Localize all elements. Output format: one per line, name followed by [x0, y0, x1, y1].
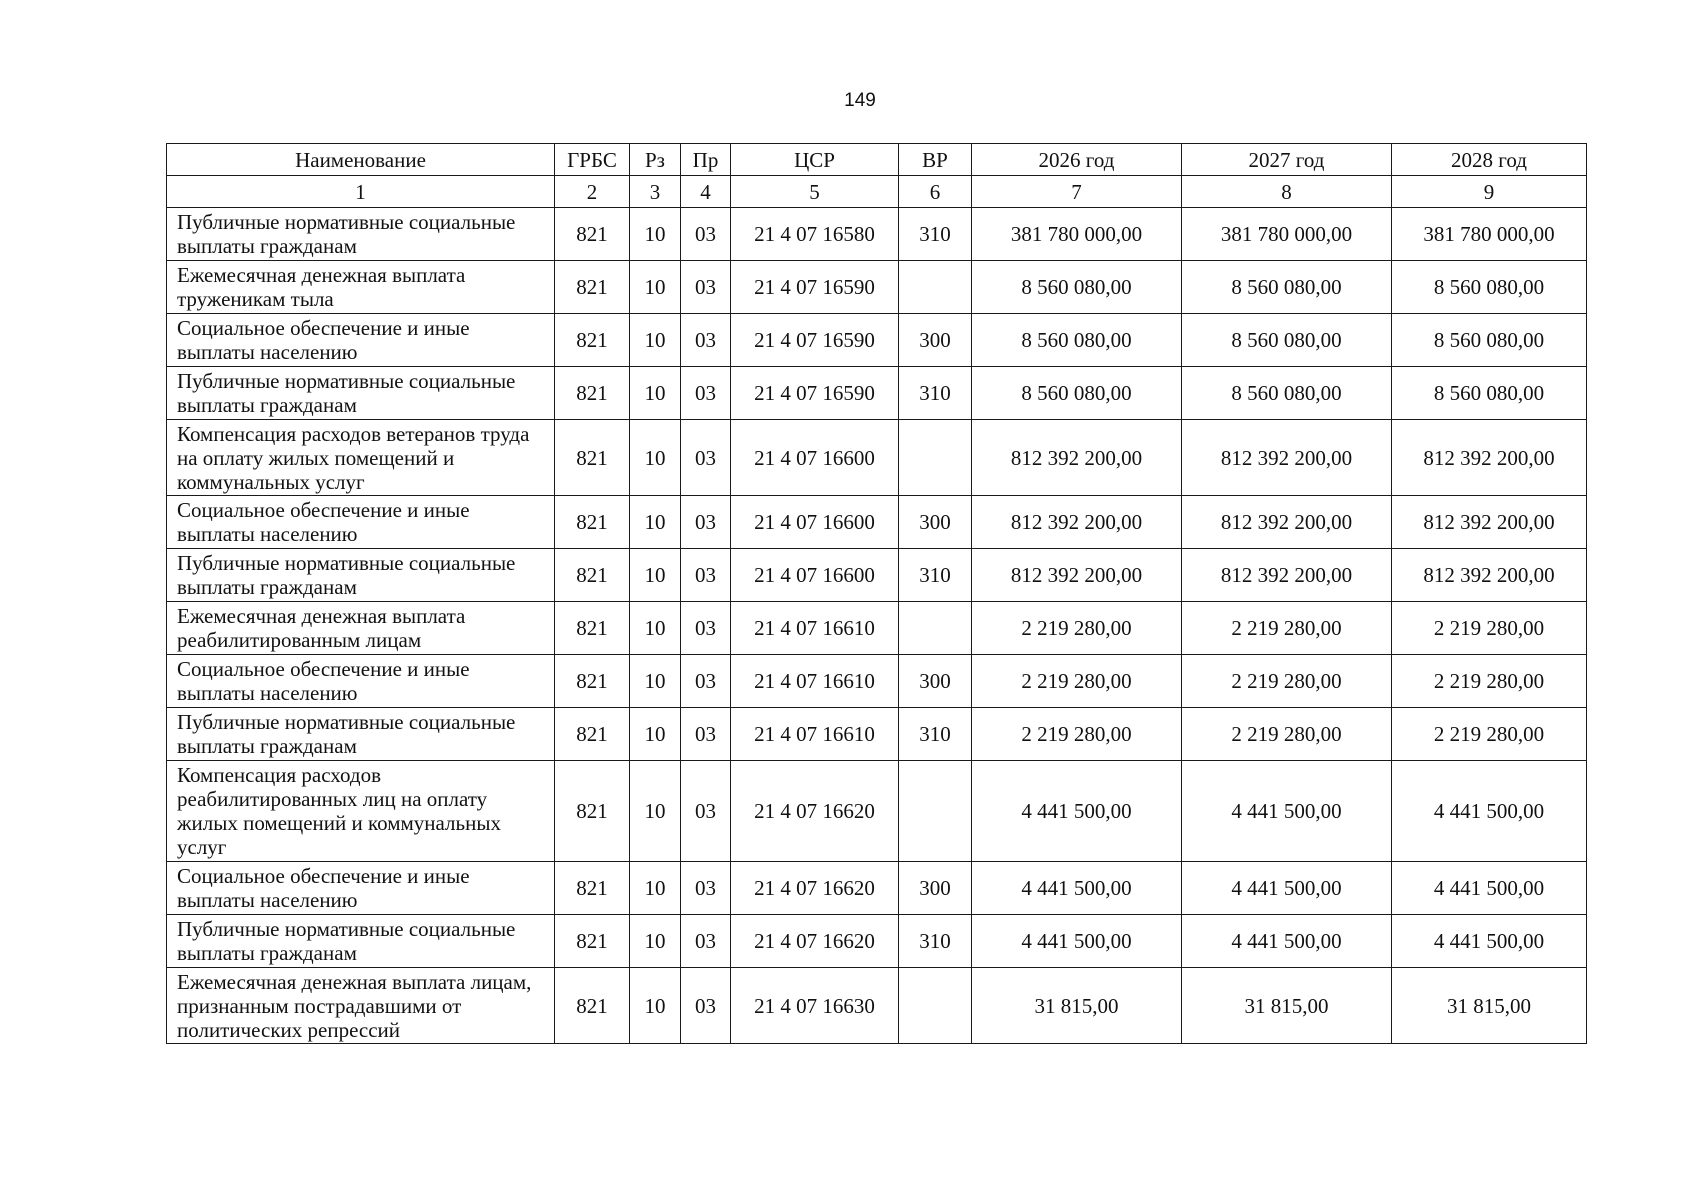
- row-amount-2028: 8 560 080,00: [1392, 367, 1587, 420]
- row-rz: 10: [630, 496, 681, 549]
- table-row: [167, 314, 1587, 367]
- row-amount-2028: 4 441 500,00: [1392, 862, 1587, 915]
- row-amount-2028: 381 780 000,00: [1392, 208, 1587, 261]
- row-rz: 10: [630, 549, 681, 602]
- row-rz: 10: [630, 655, 681, 708]
- row-pr: 03: [681, 496, 731, 549]
- row-amount-2028: 2 219 280,00: [1392, 655, 1587, 708]
- header-grbs: ГРБС: [555, 144, 630, 176]
- row-amount-2026: 812 392 200,00: [972, 549, 1182, 602]
- row-csr: 21 4 07 16610: [731, 655, 899, 708]
- row-grbs: 821: [555, 708, 630, 761]
- row-pr: 03: [681, 862, 731, 915]
- header-2028: 2028 год: [1392, 144, 1587, 176]
- row-rz: 10: [630, 761, 681, 862]
- row-amount-2028: 31 815,00: [1392, 968, 1587, 1044]
- row-grbs: 821: [555, 761, 630, 862]
- row-amount-2027: 812 392 200,00: [1182, 496, 1392, 549]
- row-amount-2027: 2 219 280,00: [1182, 655, 1392, 708]
- row-pr: 03: [681, 602, 731, 655]
- row-pr: 03: [681, 655, 731, 708]
- row-amount-2028: 812 392 200,00: [1392, 549, 1587, 602]
- row-amount-2027: 8 560 080,00: [1182, 261, 1392, 314]
- table-row: [167, 862, 1587, 915]
- row-vr: [899, 602, 972, 655]
- header-2026: 2026 год: [972, 144, 1182, 176]
- table-row: [167, 761, 1587, 862]
- column-number: 3: [630, 176, 681, 208]
- row-amount-2028: 4 441 500,00: [1392, 915, 1587, 968]
- header-vr: ВР: [899, 144, 972, 176]
- row-amount-2026: 2 219 280,00: [972, 602, 1182, 655]
- row-amount-2026: 31 815,00: [972, 968, 1182, 1044]
- row-name: Компенсация расходов ветеранов труда на оплату жилых помещений и коммунальных услуг: [167, 420, 555, 496]
- table-row: [167, 420, 1587, 496]
- row-csr: 21 4 07 16620: [731, 862, 899, 915]
- column-number-row: [167, 176, 1587, 208]
- row-pr: 03: [681, 420, 731, 496]
- row-amount-2028: 812 392 200,00: [1392, 420, 1587, 496]
- row-name: Социальное обеспечение и иные выплаты населению: [167, 496, 555, 549]
- row-csr: 21 4 07 16590: [731, 314, 899, 367]
- column-number: 2: [555, 176, 630, 208]
- row-vr: [899, 261, 972, 314]
- table-row: [167, 915, 1587, 968]
- row-rz: 10: [630, 208, 681, 261]
- row-vr: [899, 420, 972, 496]
- row-csr: 21 4 07 16600: [731, 549, 899, 602]
- row-grbs: 821: [555, 549, 630, 602]
- row-amount-2027: 2 219 280,00: [1182, 602, 1392, 655]
- row-grbs: 821: [555, 496, 630, 549]
- table-row: [167, 367, 1587, 420]
- row-amount-2026: 4 441 500,00: [972, 915, 1182, 968]
- row-vr: 310: [899, 367, 972, 420]
- row-amount-2028: 8 560 080,00: [1392, 261, 1587, 314]
- row-amount-2026: 8 560 080,00: [972, 314, 1182, 367]
- row-csr: 21 4 07 16600: [731, 420, 899, 496]
- row-grbs: 821: [555, 208, 630, 261]
- row-csr: 21 4 07 16630: [731, 968, 899, 1044]
- row-name: Ежемесячная денежная выплата лицам, признанным пострадавшими от политических репрессий: [167, 968, 555, 1044]
- row-vr: 310: [899, 549, 972, 602]
- column-number: 9: [1392, 176, 1587, 208]
- row-csr: 21 4 07 16590: [731, 261, 899, 314]
- row-amount-2027: 8 560 080,00: [1182, 314, 1392, 367]
- row-amount-2026: 812 392 200,00: [972, 496, 1182, 549]
- row-pr: 03: [681, 314, 731, 367]
- row-name: Публичные нормативные социальные выплаты гражданам: [167, 708, 555, 761]
- header-rz: Рз: [630, 144, 681, 176]
- row-amount-2028: 2 219 280,00: [1392, 602, 1587, 655]
- header-csr: ЦСР: [731, 144, 899, 176]
- row-amount-2027: 812 392 200,00: [1182, 420, 1392, 496]
- row-rz: 10: [630, 915, 681, 968]
- row-amount-2027: 381 780 000,00: [1182, 208, 1392, 261]
- table-row: [167, 496, 1587, 549]
- row-name: Публичные нормативные социальные выплаты гражданам: [167, 915, 555, 968]
- row-amount-2027: 31 815,00: [1182, 968, 1392, 1044]
- row-csr: 21 4 07 16580: [731, 208, 899, 261]
- header-row: [167, 144, 1587, 176]
- row-vr: [899, 968, 972, 1044]
- row-rz: 10: [630, 708, 681, 761]
- row-grbs: 821: [555, 367, 630, 420]
- row-pr: 03: [681, 208, 731, 261]
- row-amount-2028: 812 392 200,00: [1392, 496, 1587, 549]
- row-name: Публичные нормативные социальные выплаты гражданам: [167, 367, 555, 420]
- column-number: 6: [899, 176, 972, 208]
- row-rz: 10: [630, 261, 681, 314]
- row-vr: [899, 761, 972, 862]
- row-grbs: 821: [555, 602, 630, 655]
- table-row: [167, 602, 1587, 655]
- row-amount-2027: 4 441 500,00: [1182, 915, 1392, 968]
- row-grbs: 821: [555, 314, 630, 367]
- column-number: 7: [972, 176, 1182, 208]
- column-number: 1: [167, 176, 555, 208]
- row-amount-2026: 2 219 280,00: [972, 708, 1182, 761]
- row-amount-2028: 8 560 080,00: [1392, 314, 1587, 367]
- row-grbs: 821: [555, 968, 630, 1044]
- row-amount-2026: 381 780 000,00: [972, 208, 1182, 261]
- row-vr: 310: [899, 208, 972, 261]
- table-row: [167, 549, 1587, 602]
- row-name: Публичные нормативные социальные выплаты гражданам: [167, 549, 555, 602]
- row-amount-2027: 2 219 280,00: [1182, 708, 1392, 761]
- table-row: [167, 655, 1587, 708]
- row-amount-2026: 8 560 080,00: [972, 367, 1182, 420]
- page-number: 149: [844, 90, 876, 111]
- row-csr: 21 4 07 16590: [731, 367, 899, 420]
- row-amount-2028: 4 441 500,00: [1392, 761, 1587, 862]
- row-vr: 300: [899, 496, 972, 549]
- row-pr: 03: [681, 549, 731, 602]
- row-pr: 03: [681, 708, 731, 761]
- row-vr: 300: [899, 655, 972, 708]
- row-csr: 21 4 07 16620: [731, 915, 899, 968]
- row-rz: 10: [630, 420, 681, 496]
- row-rz: 10: [630, 602, 681, 655]
- column-number: 8: [1182, 176, 1392, 208]
- row-name: Компенсация расходов реабилитированных лиц на оплату жилых помещений и коммунальных услуг: [167, 761, 555, 862]
- row-pr: 03: [681, 915, 731, 968]
- column-number: 4: [681, 176, 731, 208]
- row-csr: 21 4 07 16620: [731, 761, 899, 862]
- row-name: Социальное обеспечение и иные выплаты населению: [167, 314, 555, 367]
- row-name: Социальное обеспечение и иные выплаты населению: [167, 862, 555, 915]
- row-amount-2026: 2 219 280,00: [972, 655, 1182, 708]
- row-amount-2026: 4 441 500,00: [972, 862, 1182, 915]
- row-amount-2028: 2 219 280,00: [1392, 708, 1587, 761]
- row-name: Ежемесячная денежная выплата реабилитированным лицам: [167, 602, 555, 655]
- table-row: [167, 261, 1587, 314]
- row-pr: 03: [681, 261, 731, 314]
- header-2027: 2027 год: [1182, 144, 1392, 176]
- row-amount-2026: 8 560 080,00: [972, 261, 1182, 314]
- header-pr: Пр: [681, 144, 731, 176]
- row-amount-2027: 4 441 500,00: [1182, 761, 1392, 862]
- row-pr: 03: [681, 761, 731, 862]
- row-vr: 300: [899, 862, 972, 915]
- header-name: Наименование: [167, 144, 555, 176]
- row-amount-2027: 4 441 500,00: [1182, 862, 1392, 915]
- row-csr: 21 4 07 16600: [731, 496, 899, 549]
- table-row: [167, 708, 1587, 761]
- row-amount-2026: 4 441 500,00: [972, 761, 1182, 862]
- row-rz: 10: [630, 862, 681, 915]
- row-pr: 03: [681, 968, 731, 1044]
- row-pr: 03: [681, 367, 731, 420]
- budget-table: [166, 143, 1587, 1044]
- row-csr: 21 4 07 16610: [731, 708, 899, 761]
- row-rz: 10: [630, 367, 681, 420]
- table-row: [167, 208, 1587, 261]
- row-amount-2027: 8 560 080,00: [1182, 367, 1392, 420]
- row-rz: 10: [630, 968, 681, 1044]
- row-vr: 310: [899, 915, 972, 968]
- row-name: Ежемесячная денежная выплата труженикам тыла: [167, 261, 555, 314]
- row-vr: 310: [899, 708, 972, 761]
- row-grbs: 821: [555, 261, 630, 314]
- row-grbs: 821: [555, 915, 630, 968]
- row-amount-2026: 812 392 200,00: [972, 420, 1182, 496]
- row-grbs: 821: [555, 420, 630, 496]
- column-number: 5: [731, 176, 899, 208]
- row-rz: 10: [630, 314, 681, 367]
- table-row: [167, 968, 1587, 1044]
- row-name: Публичные нормативные социальные выплаты гражданам: [167, 208, 555, 261]
- row-name: Социальное обеспечение и иные выплаты населению: [167, 655, 555, 708]
- row-grbs: 821: [555, 862, 630, 915]
- row-vr: 300: [899, 314, 972, 367]
- row-csr: 21 4 07 16610: [731, 602, 899, 655]
- row-grbs: 821: [555, 655, 630, 708]
- row-amount-2027: 812 392 200,00: [1182, 549, 1392, 602]
